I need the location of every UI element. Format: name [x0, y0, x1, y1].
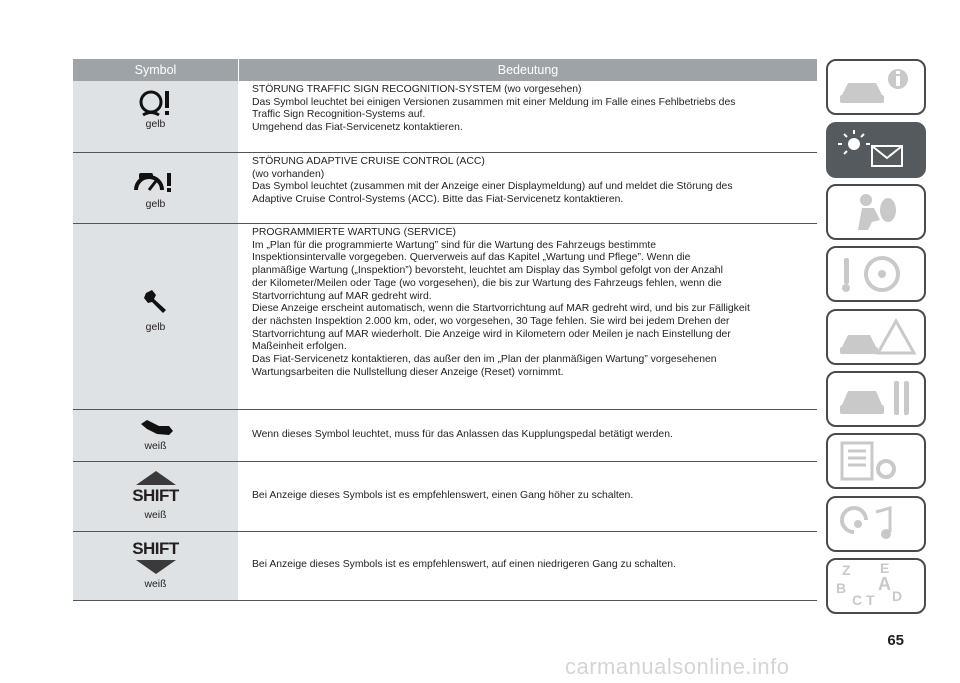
text-line: Wenn dieses Symbol leuchtet, muss für das Anlassen das Kupplungspedal betätigt werden.	[252, 428, 673, 440]
symbol-color-label: weiß	[144, 441, 167, 452]
sidebar-tab-safety[interactable]	[826, 184, 926, 240]
text-line: Bei Anzeige dieses Symbols ist es empfehlenswert, einen Gang höher zu schalten.	[252, 489, 634, 501]
text-line: Inspektionsintervalle vorgegeben. Querverweis auf das Kapitel „Wartung und Pflege”. Wenn die	[252, 252, 691, 264]
meaning-cell	[238, 224, 817, 409]
table-row	[73, 81, 817, 153]
sidebar-tab-technical-data[interactable]	[826, 433, 926, 489]
meaning-cell	[238, 153, 817, 223]
index-letter: D	[892, 588, 903, 604]
symbol-cell	[73, 532, 238, 600]
table-row	[73, 410, 817, 462]
page-number: 65	[887, 632, 904, 649]
car-info-icon	[836, 65, 916, 109]
symbol-cell	[73, 410, 238, 461]
maintenance-car-icon	[836, 377, 916, 421]
shift-label: SHIFT	[132, 486, 179, 505]
table-row	[73, 224, 817, 410]
clutch-pedal-icon	[139, 418, 175, 438]
meaning-cell	[238, 410, 817, 461]
table-row	[73, 462, 817, 532]
text-line: der Kilometer/Meilen oder Tage (wo vorgesehen), die bis zur Wartung des Fahrzeugs fehlen, wenn die	[252, 277, 722, 289]
text-line: Traffic Sign Recognition-Systems auf.	[252, 109, 426, 121]
symbol-cell	[73, 81, 238, 152]
index-letter: A	[878, 574, 891, 594]
index-icon	[836, 560, 916, 612]
symbol-color-label: gelb	[145, 119, 166, 130]
text-line: Adaptive Cruise Control-Systems (ACC). Bitte das Fiat-Servicenetz kontaktieren.	[252, 194, 624, 206]
meaning-cell	[238, 532, 817, 600]
text-line: STÖRUNG TRAFFIC SIGN RECOGNITION-SYSTEM (wo vorgesehen)	[252, 84, 582, 95]
text-line: Das Symbol leuchtet (zusammen mit der Anzeige einer Displaymeldung) auf und meldet die Störung des	[252, 181, 733, 193]
index-letter: B	[836, 580, 847, 596]
sidebar-tab-multimedia[interactable]	[826, 496, 926, 552]
table-row	[73, 532, 817, 601]
sidebar-tab-warning-lights[interactable]	[826, 122, 926, 178]
header-meaning: Bedeutung	[238, 59, 817, 81]
warning-symbols-table	[73, 59, 817, 601]
header-symbol: Symbol	[134, 63, 177, 77]
text-line: Im „Plan für die programmierte Wartung” sind für die Wartung des Fahrzeugs bestimmte	[252, 239, 657, 251]
sidebar-tab-emergency[interactable]	[826, 309, 926, 365]
text-line: Wartungsarbeiten die Nullstellung dieser Anzeige (Reset) vornimmt.	[252, 366, 564, 378]
text-line: Das Fiat-Servicenetz kontaktieren, das außer den im „Plan der planmäßigen Wartung” vorgesehenen	[252, 354, 717, 366]
symbol-cell	[73, 462, 238, 531]
wrench-service-icon	[143, 289, 169, 315]
symbol-color-label: weiß	[144, 579, 167, 590]
index-letter: Z	[842, 562, 851, 578]
text-line: der nächsten Inspektion 2.000 km, oder, wo vorgesehen, 30 Tage fehlen. Sie wird bei jedem Drehen der	[252, 315, 730, 327]
shift-label: SHIFT	[132, 539, 179, 558]
symbol-color-label: weiß	[144, 510, 167, 521]
text-line: Diese Anzeige erscheint automatisch, wenn die Startvorrichtung auf MAR gedreht wird, und bis zur Fälligkeit	[252, 303, 750, 315]
index-letter: C	[852, 592, 863, 608]
safety-airbag-icon	[836, 190, 916, 234]
sidebar-tab-index[interactable]	[826, 558, 926, 614]
starting-driving-icon	[836, 252, 916, 296]
watermark: carmanualsonline.info	[565, 654, 790, 679]
shift-down-icon	[136, 560, 176, 574]
adaptive-cruise-control-fault-icon	[133, 170, 175, 194]
text-line: PROGRAMMIERTE WARTUNG (SERVICE)	[252, 227, 456, 238]
symbol-color-label: gelb	[145, 199, 166, 210]
text-line: Umgehend das Fiat-Servicenetz kontaktieren.	[252, 122, 463, 134]
traffic-sign-recognition-fault-icon	[137, 89, 173, 119]
shift-up-icon	[136, 471, 176, 485]
text-line: planmäßige Wartung („Inspektion”) bevorsteht, leuchtet am Display das Symbol gefolgt von der Anzahl	[252, 265, 723, 277]
symbol-cell	[73, 153, 238, 223]
warning-lights-messages-icon	[836, 128, 916, 172]
text-line: Startvorrichtung auf MAR wiederholt. Die Anzeige wird in Kilometern oder Meilen je nach Einstellung der	[252, 328, 731, 340]
text-line: Bei Anzeige dieses Symbols ist es empfehlenswert, auf einen niedrigeren Gang zu schalten.	[252, 559, 676, 571]
meaning-cell	[238, 462, 817, 531]
text-line: STÖRUNG ADAPTIVE CRUISE CONTROL (ACC)	[252, 156, 485, 167]
technical-data-icon	[836, 439, 916, 483]
text-line: Maßeinheit erfolgen.	[252, 341, 347, 353]
sidebar-tab-car-info[interactable]	[826, 59, 926, 115]
index-letter: E	[880, 560, 890, 576]
emergency-icon	[836, 315, 916, 359]
text-line: Startvorrichtung auf MAR gedreht wird.	[252, 290, 432, 302]
table-header	[73, 59, 817, 81]
meaning-cell	[238, 81, 817, 152]
symbol-cell	[73, 224, 238, 409]
sidebar-tab-maintenance[interactable]	[826, 371, 926, 427]
sidebar-tab-starting-driving[interactable]	[826, 246, 926, 302]
text-line: (wo vorhanden)	[252, 168, 325, 180]
table-row	[73, 153, 817, 224]
text-line: Das Symbol leuchtet bei einigen Versionen zusammen mit einer Meldung im Falle eines Fehlbetriebs des	[252, 96, 736, 108]
index-letter: T	[866, 592, 875, 608]
symbol-color-label: gelb	[145, 322, 166, 333]
multimedia-icon	[836, 502, 916, 546]
